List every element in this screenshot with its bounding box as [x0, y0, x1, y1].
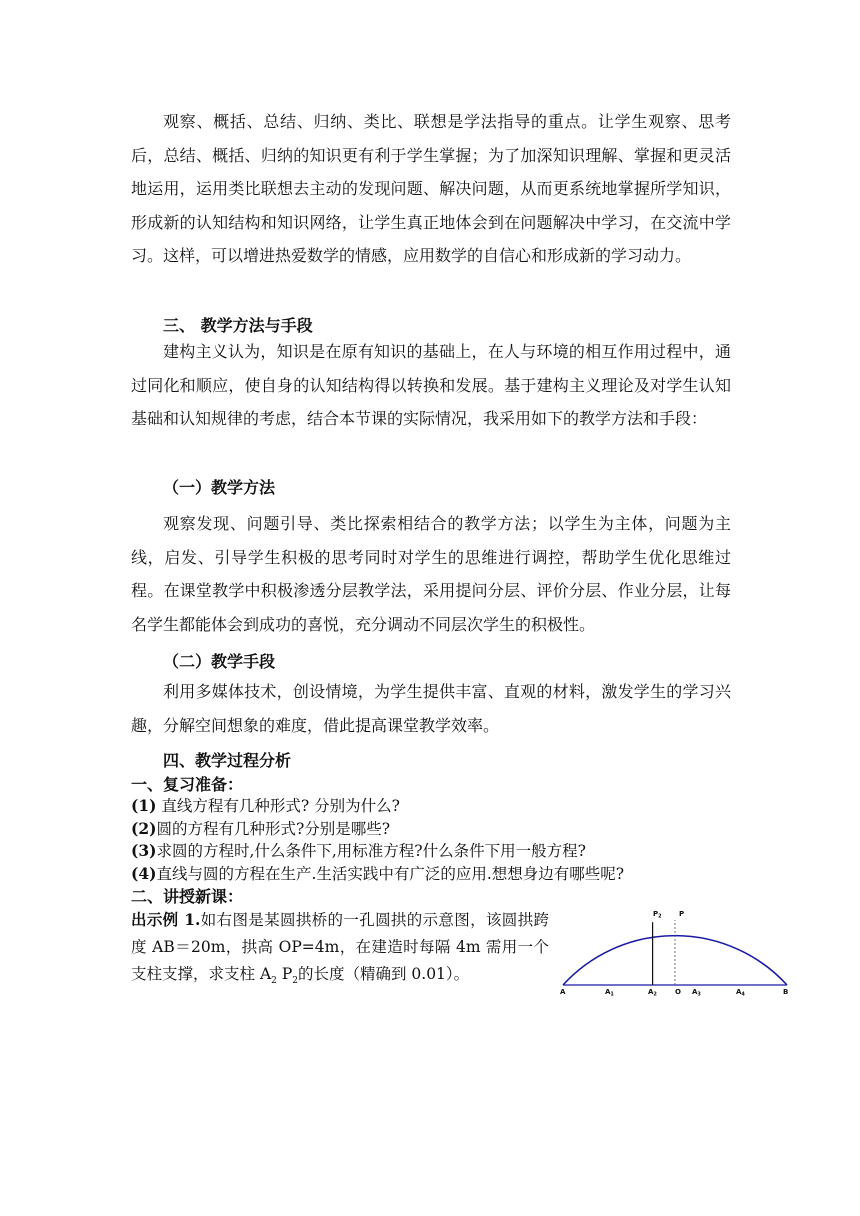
label-a1: $A_1$: [605, 988, 614, 997]
review-question-list: [131, 795, 731, 885]
example-1-label: 出示例 1.: [131, 910, 201, 929]
label-p: P: [679, 910, 685, 918]
label-b: B: [783, 988, 789, 996]
label-a4: $A_4$: [736, 988, 745, 997]
paragraph-teaching-means: 利用多媒体技术，创设情境，为学生提供丰富、直观的材料，激发学生的学习兴趣，分解空间想象的难度，借此提高课堂教学效率。: [131, 682, 731, 735]
label-p2: $P_2$: [653, 910, 662, 920]
label-a3: $A_3$: [692, 988, 701, 997]
review-question-4: (4)直线与圆的方程在生产.生活实践中有广泛的应用.想想身边有哪些呢?: [131, 863, 625, 883]
arch-bridge-diagram: [555, 905, 795, 997]
paragraph-study-methods: 观察、概括、总结、归纳、类比、联想是学法指导的重点。让学生观察、思考后，总结、概括、归纳的知识更有利于学生掌握；为了加深知识理解、掌握和更灵活地运用，运用类比联想去主动的发现问题、解决问题，从而更系统地掌握所学知识，形成新的认知结构和知识网络，让学生真正地体会到在问题解决中学习，在交流中学习。这样，可以增进热爱数学的情感，应用数学的自信心和形成新的学习动力。: [131, 112, 731, 265]
review-question-1: (1) 直线方程有几种形式? 分别为什么?: [131, 796, 400, 815]
review-heading: 一、复习准备：: [131, 775, 244, 794]
subsection-teaching-method-heading: （一）教学方法: [163, 478, 276, 497]
example-1-text: 出示例 1.如右图是某圆拱桥的一孔圆拱的示意图，该圆拱跨度 AB＝20m，拱高 OP=4m，在建造时每隔 4m 需用一个支柱支撑，求支柱 $A_2$ $P_2$的长度（精确到 0.01）。: [131, 910, 549, 987]
label-a2: $A_2$: [648, 988, 657, 997]
section-4-heading: 四、教学过程分析: [163, 751, 292, 770]
paragraph-teaching-method: 观察发现、问题引导、类比探索相结合的教学方法；以学生为主体，问题为主线，启发、引导学生积极的思考同时对学生的思维进行调控，帮助学生优化思维过程。在课堂教学中积极渗透分层教学法，采用提问分层、评价分层、作业分层，让每名学生都能体会到成功的喜悦，充分调动不同层次学生的积极性。: [131, 514, 731, 634]
label-o: O: [675, 988, 681, 996]
label-a: A: [560, 988, 566, 996]
new-lesson-heading: 二、讲授新课：: [131, 887, 244, 906]
review-question-2: (2)圆的方程有几种形式?分别是哪些?: [131, 818, 391, 838]
review-question-3: (3)求圆的方程时,什么条件下,用标准方程?什么条件下用一般方程?: [131, 841, 586, 860]
paragraph-constructivism: 建构主义认为，知识是在原有知识的基础上，在人与环境的相互作用过程中，通过同化和顺应，使自身的认知结构得以转换和发展。基于建构主义理论及对学生认知基础和认知规律的考虑，结合本节课的实际情况，我采用如下的教学方法和手段：: [131, 342, 731, 428]
section-3-heading: 三、 教学方法与手段: [163, 316, 313, 335]
subsection-teaching-means-heading: （二）教学手段: [163, 652, 276, 671]
